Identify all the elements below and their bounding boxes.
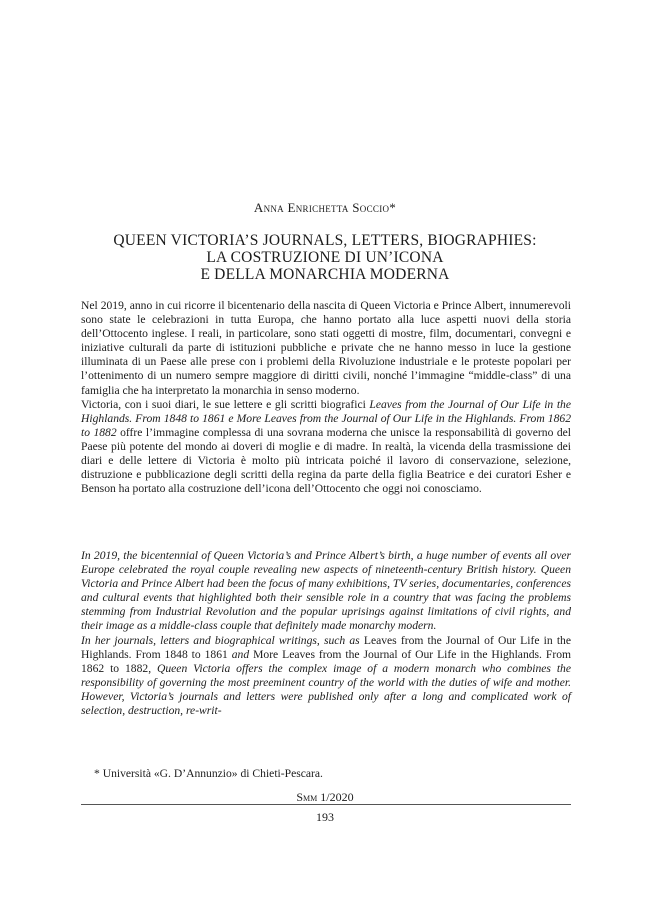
body-text-segment: Victoria, con i suoi diari, le sue lettere e gli scritti biografici — [81, 397, 370, 411]
title-line-1: QUEEN VICTORIA’S JOURNALS, LETTERS, BIOGRAPHIES: — [113, 232, 537, 249]
footer-divider — [81, 804, 571, 805]
abstract-paragraph-2 — [81, 634, 571, 719]
abstract-text-segment: In her journals, letters and biographical writings, such as — [81, 633, 364, 647]
article-title — [0, 232, 650, 283]
title-line-2: LA COSTRUZIONE DI UN’ICONA — [206, 249, 444, 266]
abstract-text-segment: Queen Victoria offers the complex image of a modern monarch who combines the responsibility of governing the most preeminent country of the world with the duties of wife and mother. However, Victoria’s journals and letters were published only after a long and complicated work of selection, destruction, re-writ- — [81, 661, 571, 718]
journal-issue: Smm 1/2020 — [296, 790, 354, 804]
abstract-paragraph-1: In 2019, the bicentennial of Queen Victoria’s and Prince Albert’s birth, a huge number of events all over Europe celebrated the royal couple revealing new aspects of nineteenth-century British history. Queen Victoria and Prince Albert had been the focus of many exhibitions, TV series, documentaries, conferences and cultural events that highlighted both their sensible role in a country that was facing the problems stemming from Industrial Revolution and the popular uprisings against limitations of civil rights, and their image as a middle-class couple that definitely made monarchy modern. — [81, 549, 571, 633]
italian-abstract — [81, 299, 571, 496]
body-paragraph-2 — [81, 398, 571, 497]
author-name: Anna Enrichetta Soccio* — [253, 200, 397, 215]
book-title-roman: Leaves from the Journal of Our Life in the Highlands. From 1848 to 1861 — [81, 633, 571, 661]
book-title-roman: More Leaves from the Journal of Our Life in the Highlands. From 1862 to 1882, — [81, 647, 572, 675]
affiliation-footnote: * Università «G. D’Annunzio» di Chieti-Pescara. — [94, 767, 323, 780]
abstract-text-segment: and — [227, 647, 254, 661]
body-paragraph-1: Nel 2019, anno in cui ricorre il bicentenario della nascita di Queen Victoria e Prince Albert, innumerevoli sono state le celebrazioni in tutta Europa, che hanno portato alla luce aspetti nuovi della storia dell’Ottocento inglese. I reali, in particolare, sono stati oggetti di mostre, film, documentari, convegni e iniziative culturali da parte di istituzioni pubbliche e private che ne hanno messo in luce la gestione illuminata di un Paese alle prese con i problemi della Rivoluzione industriale e le proteste popolari per l’ottenimento di un numero sempre maggiore di diritti civili, nonché l’immagine “middle-class” di una famiglia che ha interpretato la monarchia in senso moderno. — [81, 299, 571, 397]
page-number: 193 — [316, 810, 334, 824]
body-text-segment: offre l’immagine complessa di una sovrana moderna che unisce la responsabilità di governo del Paese più potente del mondo ai doveri di moglie e di madre. In realtà, la vicenda della trasmissione dei diari e delle lettere di Victoria è molto più intricata poiché il lavoro di conservazione, selezione, distruzione e pubblicazione degli scritti della regina da parte della figlia Beatrice e dei curatori Esher e Benson ha portato alla costruzione dell’icona dell’Ottocento che oggi noi conosciamo. — [81, 425, 571, 496]
title-line-3: E DELLA MONARCHIA MODERNA — [200, 266, 450, 283]
book-titles-italic: Leaves from the Journal of Our Life in the Highlands. From 1848 to 1861 e More Leaves from the Journal of Our Life in the Highlands. From 1862 to 1882 — [81, 397, 571, 439]
english-abstract — [81, 549, 571, 718]
